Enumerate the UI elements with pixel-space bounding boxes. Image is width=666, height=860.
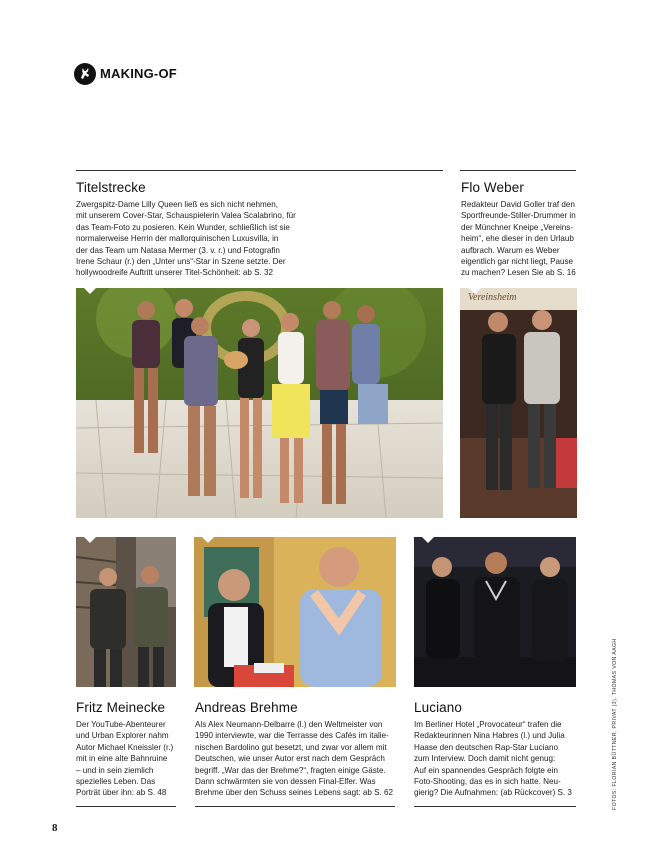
photo-pointer-andreas-brehme (202, 537, 214, 543)
page-number: 8 (52, 822, 58, 834)
story-body-fritz-meinecke: Der YouTube-Abenteurer und Urban Explorer nahm Autor Michael Kneissler (r.) mit in eine alte Bahnruine – und in sein ziemlich spezielles Leben. Das Porträt über ihn: ab S. 48 (76, 720, 174, 798)
photo-fritz-meinecke (76, 537, 176, 687)
photo-andreas-brehme (194, 537, 396, 687)
story-body-titelstrecke: Zwergspitz-Dame Lilly Queen ließ es sich nicht nehmen, mit unserem Cover-Star, Schauspielerin Valea Scalabrino, für das Team-Foto zu posieren. Kein Wunder, schließlich ist sie normalerweise Herrin der mallorquinischen Luxusvilla, in der das Team um Natasa Mermer (3. v. r.) und Fotografin Irene Schaur (r.) den „Unter uns“-Star in Szene setzte. Der hollywoodreife Auftritt unserer Titel-Schönheit: ab S. 32 (76, 200, 296, 278)
bunny-logo-icon (78, 67, 92, 81)
divider-flo-weber-top (460, 170, 576, 171)
section-title: MAKING-OF (100, 66, 177, 81)
photo-sign-vereinsheim: Vereinsheim (468, 292, 517, 303)
photo-pointer-flo-weber (469, 288, 481, 294)
photo-pointer-titelstrecke (84, 288, 96, 294)
story-body-luciano: Im Berliner Hotel „Provocateur“ trafen die Redakteurinnen Nina Habres (l.) und Julia Haase den deutschen Rap-Star Luciano zum Interview. Doch damit nicht genug: Auf ein spannendes Gespräch folgte ein Foto-Shooting, das es in sich hatte. Neu- gierig? Die Aufnahmen: (ab Rückcover) S. 3 (414, 720, 572, 798)
story-headline-fritz-meinecke: Fritz Meinecke (76, 700, 166, 715)
photo-luciano (414, 537, 576, 687)
divider-andreas-brehme-bottom (195, 806, 395, 807)
divider-luciano-bottom (414, 806, 576, 807)
story-headline-flo-weber: Flo Weber (461, 180, 524, 195)
photo-pointer-fritz-meinecke (84, 537, 96, 543)
story-body-andreas-brehme: Als Alex Neumann-Delbarre (l.) den Weltmeister von 1990 interviewte, war die Terrasse des Cafés im italie- nischen Bardolino gut besetzt, und zwar vor allem mit Deutschen, wie unser Autor erst nach dem Gespräch begriff. „War das der Brehme?“, fragten einige Gäste. Dann schwärmten sie von dessen Final-Elfer. Was Brehme über den Schuss seines Lebens sagt: ab S. 62 (195, 720, 393, 798)
story-headline-luciano: Luciano (414, 700, 462, 715)
story-headline-titelstrecke: Titelstrecke (76, 180, 146, 195)
photo-credit: FOTOS: FLORIAN BÜTTNER, PRIVAT (3), THOMAS VON AAGH (612, 638, 618, 810)
photo-team-group (76, 288, 443, 518)
story-body-flo-weber: Redakteur David Goller traf den Sportfreunde-Stiller-Drummer in der Münchner Kneipe „Vereins- heim“, ehe dieser in den Urlaub aufbrach. Warum es Weber eigentlich gar nicht liegt, Pause zu machen? Lesen Sie ab S. 16 (461, 200, 576, 278)
photo-pointer-luciano (422, 537, 434, 543)
divider-fritz-meinecke-bottom (76, 806, 176, 807)
story-headline-andreas-brehme: Andreas Brehme (195, 700, 298, 715)
magazine-logo (74, 63, 96, 85)
photo-flo-weber (460, 288, 577, 518)
divider-titelstrecke-top (76, 170, 443, 171)
